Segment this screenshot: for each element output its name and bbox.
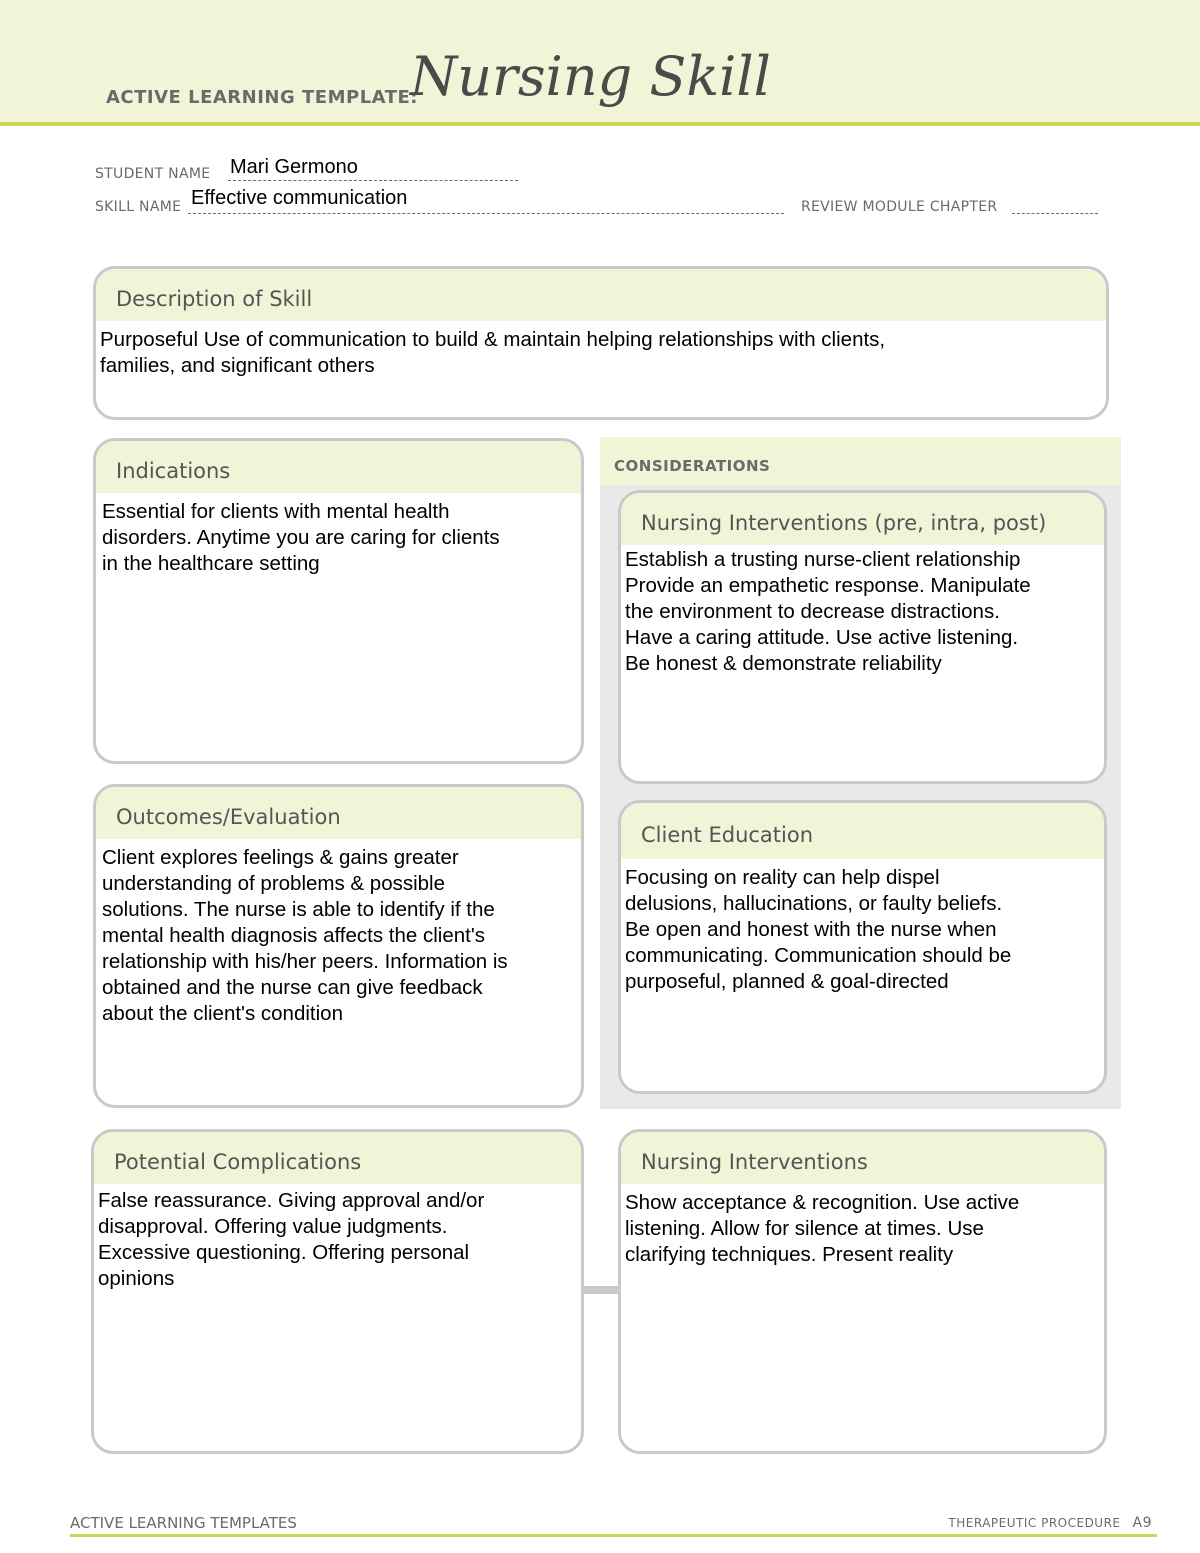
review-module-field[interactable]	[1012, 213, 1098, 214]
description-title: Description of Skill	[96, 269, 1106, 321]
connector-bar	[583, 1286, 621, 1294]
footer-right	[948, 1515, 1152, 1531]
review-module-label: REVIEW MODULE CHAPTER	[801, 199, 998, 215]
outcomes-box	[93, 784, 584, 1108]
outcomes-title: Outcomes/Evaluation	[96, 787, 581, 839]
description-box	[93, 266, 1109, 420]
description-text[interactable]: Purposeful Use of communication to build & maintain helping relationships with clients, families, and significant others	[100, 328, 886, 377]
potential-complications-title: Potential Complications	[94, 1132, 581, 1184]
indications-text[interactable]: Essential for clients with mental health disorders. Anytime you are caring for clients in the healthcare setting	[102, 500, 500, 575]
student-name-label: STUDENT NAME	[95, 166, 211, 182]
nursing-interventions-ppp-title: Nursing Interventions (pre, intra, post)	[621, 493, 1104, 545]
student-name-field[interactable]: Mari Germono	[230, 156, 358, 178]
potential-complications-text[interactable]: False reassurance. Giving approval and/or disapproval. Offering value judgments. Excessive questioning. Offering personal opinions	[98, 1189, 485, 1290]
skill-name-underline	[188, 213, 784, 214]
indications-title: Indications	[96, 441, 581, 493]
nursing-interventions-ppp-box	[618, 490, 1107, 784]
client-education-text[interactable]: Focusing on reality can help dispel delusions, hallucinations, or faulty beliefs. Be open and honest with the nurse when communicating. Communication should be purposeful, planned & goal-directed	[625, 866, 1012, 993]
footer-left: ACTIVE LEARNING TEMPLATES	[70, 1514, 297, 1532]
client-education-title: Client Education	[621, 803, 1104, 859]
outcomes-text[interactable]: Client explores feelings & gains greater understanding of problems & possible solutions. The nurse is able to identify if the mental health diagnosis affects the client's relationship with his/her peers. Information is obtained and the nurse can give feedback about the client's condition	[102, 846, 508, 1025]
nursing-interventions-text[interactable]: Show acceptance & recognition. Use active listening. Allow for silence at times. Use clarifying techniques. Present reality	[625, 1191, 1020, 1266]
template-title: Nursing Skill	[410, 45, 771, 108]
template-label: ACTIVE LEARNING TEMPLATE:	[106, 87, 418, 108]
skill-name-field[interactable]: Effective communication	[191, 187, 408, 209]
client-education-box	[618, 800, 1107, 1094]
footer-page: A9	[1132, 1515, 1152, 1531]
student-name-underline	[228, 180, 518, 181]
skill-name-label: SKILL NAME	[95, 199, 182, 215]
potential-complications-box	[91, 1129, 584, 1454]
footer-procedure: THERAPEUTIC PROCEDURE	[948, 1516, 1121, 1530]
nursing-interventions-title: Nursing Interventions	[621, 1132, 1104, 1184]
considerations-label: CONSIDERATIONS	[614, 457, 771, 475]
nursing-interventions-ppp-text[interactable]: Establish a trusting nurse-client relationship Provide an empathetic response. Manipulate the environment to decrease distractions. Have a caring attitude. Use active listening. Be honest & demonstrate reliability	[625, 548, 1031, 675]
indications-box	[93, 438, 584, 764]
nursing-interventions-box	[618, 1129, 1107, 1454]
footer-line	[70, 1534, 1157, 1537]
